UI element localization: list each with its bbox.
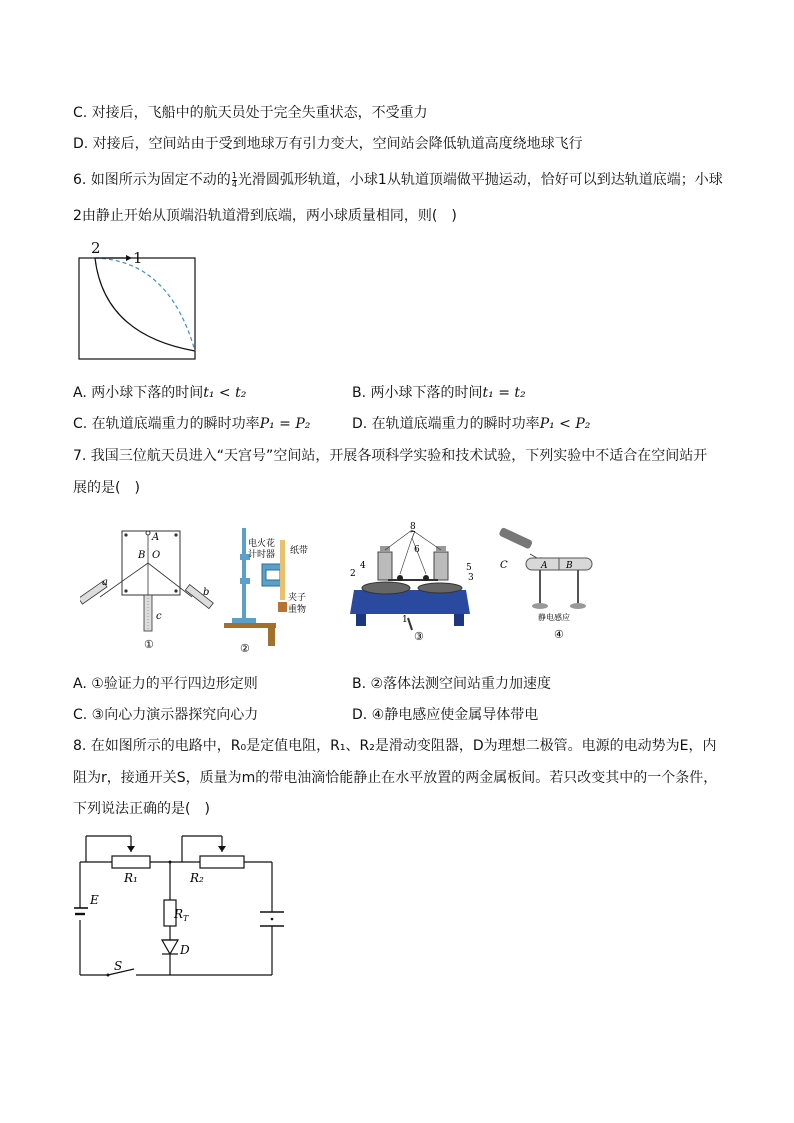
q7-stem-line2: 展的是( ) <box>73 480 140 496</box>
projectile-path <box>95 258 195 351</box>
q8-stem-line1: 8. 在如图所示的电路中，R₀是定值电阻，R₁、R₂是滑动变阻器，D为理想二极管。电源的电动势为E，内 <box>73 738 717 754</box>
q7-figure-2-free-fall <box>222 520 322 655</box>
timer-label: 电火花 <box>248 539 276 549</box>
paper-tape <box>280 540 285 600</box>
timer-label-2: 计时器 <box>248 550 276 560</box>
q8-circuit-diagram <box>74 830 294 985</box>
part-8-label: 8 <box>410 522 416 532</box>
figure-1-number: ① <box>144 638 154 651</box>
q6-stem-line1 <box>73 170 723 190</box>
q5-option-c: C. 对接后，飞船中的航天员处于完全失重状态，不受重力 <box>73 105 428 121</box>
quarter-fraction: $\frac{1}{4}$ <box>231 170 237 189</box>
weight-label: 重物 <box>288 605 307 615</box>
part-6-label: 6 <box>414 545 420 555</box>
figure-4-number: ④ <box>554 628 564 641</box>
q7-option-b: B. ②落体法测空间站重力加速度 <box>352 676 552 692</box>
q7-option-d: D. ④静电感应使金属导体带电 <box>352 707 539 723</box>
q5-option-d: D. 对接后，空间站由于受到地球万有引力变大，空间站会降低轨道高度绕地球飞行 <box>73 136 583 152</box>
induction-label: 静电感应 <box>538 613 570 622</box>
figure-2-number: ② <box>240 642 250 655</box>
point-o-label: O <box>152 550 161 561</box>
q6-stem-line2: 2由静止开始从顶端沿轨道滑到底端，两小球质量相同，则( ) <box>73 208 457 224</box>
q6-option-b: B. 两小球下落的时间t₁ = t₂ <box>352 385 526 401</box>
r1-label: R₁ <box>124 871 138 885</box>
part-7-label: 7 <box>410 531 416 541</box>
track-arc <box>95 258 195 351</box>
d-label: D <box>180 943 190 957</box>
rheostat-r2 <box>200 856 244 868</box>
scale-c-label: c <box>156 611 162 622</box>
conductor-b-label: B <box>566 561 573 571</box>
q7-option-c: C. ③向心力演示器探究向心力 <box>73 707 259 723</box>
board <box>122 531 180 595</box>
part-4-label: 4 <box>360 561 366 571</box>
rt-label: $R_T$ <box>174 907 189 923</box>
ball-1-label: 1 <box>133 249 143 267</box>
table-top <box>224 623 276 628</box>
rod-c-label: C <box>500 560 508 571</box>
point-b-label: B <box>138 550 146 561</box>
q6-arc-track-figure <box>74 240 204 365</box>
s-label: S <box>114 959 123 973</box>
stand-pole <box>242 528 246 618</box>
q6-stem-part-b: 光滑圆弧形轨道，小球1从轨道顶端做平抛运动，恰好可以到达轨道底端；小球 <box>237 172 723 188</box>
q7-option-a: A. ①验证力的平行四边形定则 <box>73 676 258 692</box>
weight <box>278 602 287 612</box>
q7-figure-1-force-board <box>80 525 225 653</box>
r2-label: R₂ <box>190 871 204 885</box>
point-a-label: A <box>152 532 160 543</box>
q6-option-a: A. 两小球下落的时间t₁ < t₂ <box>73 385 247 401</box>
part-3-label: 3 <box>468 573 474 583</box>
e-label: E <box>90 893 99 907</box>
ball-2-label: 2 <box>91 240 101 257</box>
conductor-a-label: A <box>541 561 548 571</box>
demonstrator-base <box>350 590 470 614</box>
q6-stem-part-a: 6. 如图所示为固定不动的 <box>73 172 231 188</box>
q6-option-c: C. 在轨道底端重力的瞬时功率P₁ = P₂ <box>73 416 311 432</box>
clip-label: 夹子 <box>288 593 307 603</box>
q7-stem-line1: 7. 我国三位航天员进入“天宫号”空间站，开展各项科学实验和技术试验，下列实验中不适合在空间站开 <box>73 448 708 464</box>
rheostat-r1 <box>112 856 150 868</box>
q8-stem-line3: 下列说法正确的是( ) <box>73 801 210 817</box>
part-2-label: 2 <box>350 569 356 579</box>
tape-label: 纸带 <box>290 546 309 556</box>
oil-droplet <box>271 918 274 921</box>
q7-figure-3-centripetal-demonstrator <box>348 522 478 647</box>
arrow-head <box>126 255 132 261</box>
figure-3-number: ③ <box>414 630 424 643</box>
scale-a-label: a <box>102 577 108 588</box>
scale-b-label: b <box>203 587 210 598</box>
charged-rod <box>498 527 533 550</box>
part-1-label: 1 <box>402 615 408 625</box>
spring-scale-c <box>144 595 152 631</box>
q6-option-d: D. 在轨道底端重力的瞬时功率P₁ < P₂ <box>352 416 591 432</box>
q8-stem-line2: 阻为r，接通开关S，质量为m的带电油滴恰能静止在水平放置的两金属板间。若只改变其中的一个条件， <box>73 770 718 786</box>
diode-d <box>162 940 178 954</box>
part-5-label: 5 <box>466 563 472 573</box>
stand-base <box>232 618 256 623</box>
q7-figure-4-electrostatic-induction <box>494 520 604 645</box>
